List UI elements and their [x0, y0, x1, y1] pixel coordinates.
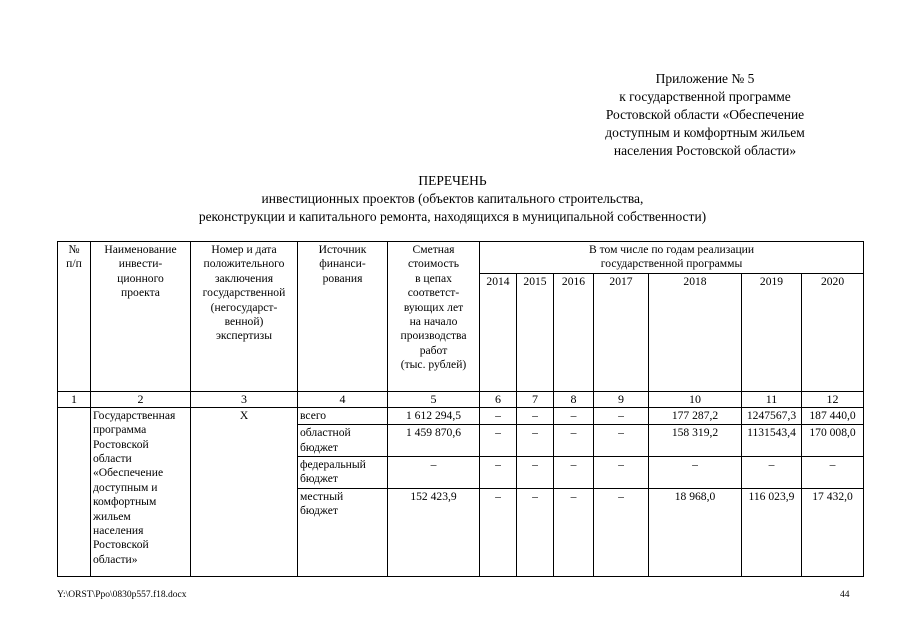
year-value-cell: 177 287,2	[649, 407, 742, 424]
footer-page-number: 44	[840, 590, 850, 600]
header-year: 2014	[480, 273, 517, 391]
appendix-line: к государственной программе	[619, 89, 791, 104]
appendix-block	[545, 70, 865, 160]
year-value-cell: –	[802, 457, 864, 489]
year-value-cell: –	[554, 425, 594, 457]
header-source: Источник финанси- рования	[298, 242, 388, 392]
header-expertise: Номер и дата положительного заключения государственной (негосударст- венной) экспертизы	[191, 242, 298, 392]
source-cell: всего	[298, 407, 388, 424]
year-value-cell: –	[517, 488, 554, 576]
footer-file-path: Y:\ORST\Ppo\0830p557.f18.docx	[57, 590, 187, 600]
year-value-cell: –	[517, 407, 554, 424]
index-cell: 11	[742, 391, 802, 407]
index-cell: 7	[517, 391, 554, 407]
index-cell: 4	[298, 391, 388, 407]
document-heading	[0, 172, 905, 226]
expertise-cell: Х	[191, 407, 298, 576]
header-year: 2016	[554, 273, 594, 391]
index-cell: 3	[191, 391, 298, 407]
cost-cell: 1 612 294,5	[388, 407, 480, 424]
index-cell: 9	[594, 391, 649, 407]
year-value-cell: –	[480, 457, 517, 489]
year-value-cell: –	[594, 425, 649, 457]
source-cell: областной бюджет	[298, 425, 388, 457]
appendix-line: доступным и комфортным жильем	[605, 125, 805, 140]
index-cell: 5	[388, 391, 480, 407]
header-year: 2020	[802, 273, 864, 391]
header-project-name: Наименование инвести- ционного проекта	[91, 242, 191, 392]
project-name-cell: Государственная программа Ростовской области «Обеспечение доступным и комфортным жильем населения Ростовской области»	[91, 407, 191, 576]
year-value-cell: –	[517, 457, 554, 489]
source-cell: федеральный бюджет	[298, 457, 388, 489]
table-header-row	[58, 242, 864, 274]
header-year: 2018	[649, 273, 742, 391]
year-value-cell: –	[594, 488, 649, 576]
header-cost: Сметная стоимость в цепах соответст- вующих лет на начало производства работ (тыс. рублей)	[388, 242, 480, 392]
row-num-cell	[58, 407, 91, 576]
header-years-group: В том числе по годам реализации государственной программы	[480, 242, 864, 274]
index-cell: 1	[58, 391, 91, 407]
year-value-cell: –	[554, 457, 594, 489]
year-value-cell: –	[649, 457, 742, 489]
source-cell: местный бюджет	[298, 488, 388, 576]
year-value-cell: 1247567,3	[742, 407, 802, 424]
year-value-cell: –	[742, 457, 802, 489]
index-row	[58, 391, 864, 407]
header-year: 2017	[594, 273, 649, 391]
cost-cell: 1 459 870,6	[388, 425, 480, 457]
header-year: 2015	[517, 273, 554, 391]
year-value-cell: –	[480, 425, 517, 457]
year-value-cell: –	[554, 407, 594, 424]
appendix-line: Ростовской области «Обеспечение	[605, 107, 805, 122]
index-cell: 8	[554, 391, 594, 407]
index-cell: 12	[802, 391, 864, 407]
year-value-cell: 116 023,9	[742, 488, 802, 576]
document-title: ПЕРЕЧЕНЬ	[418, 173, 487, 188]
year-value-cell: 158 319,2	[649, 425, 742, 457]
document-subtitle-line: инвестиционных проектов (объектов капитального строительства,	[261, 191, 644, 206]
index-cell: 10	[649, 391, 742, 407]
year-value-cell: –	[594, 457, 649, 489]
document-subtitle-line: реконструкции и капитального ремонта, находящихся в муниципальной собственности)	[198, 209, 707, 224]
header-year: 2019	[742, 273, 802, 391]
year-value-cell: –	[594, 407, 649, 424]
year-value-cell: 1131543,4	[742, 425, 802, 457]
year-value-cell: 170 008,0	[802, 425, 864, 457]
header-num: № п/п	[58, 242, 91, 392]
index-cell: 2	[91, 391, 191, 407]
appendix-line: Приложение № 5	[655, 71, 755, 86]
year-value-cell: –	[554, 488, 594, 576]
year-value-cell: –	[480, 488, 517, 576]
year-value-cell: 187 440,0	[802, 407, 864, 424]
cost-cell: 152 423,9	[388, 488, 480, 576]
cost-cell: –	[388, 457, 480, 489]
year-value-cell: 18 968,0	[649, 488, 742, 576]
index-cell: 6	[480, 391, 517, 407]
investment-projects-table	[57, 241, 864, 577]
year-value-cell: 17 432,0	[802, 488, 864, 576]
appendix-line: населения Ростовской области»	[613, 143, 797, 158]
table-row	[58, 407, 864, 424]
year-value-cell: –	[480, 407, 517, 424]
year-value-cell: –	[517, 425, 554, 457]
